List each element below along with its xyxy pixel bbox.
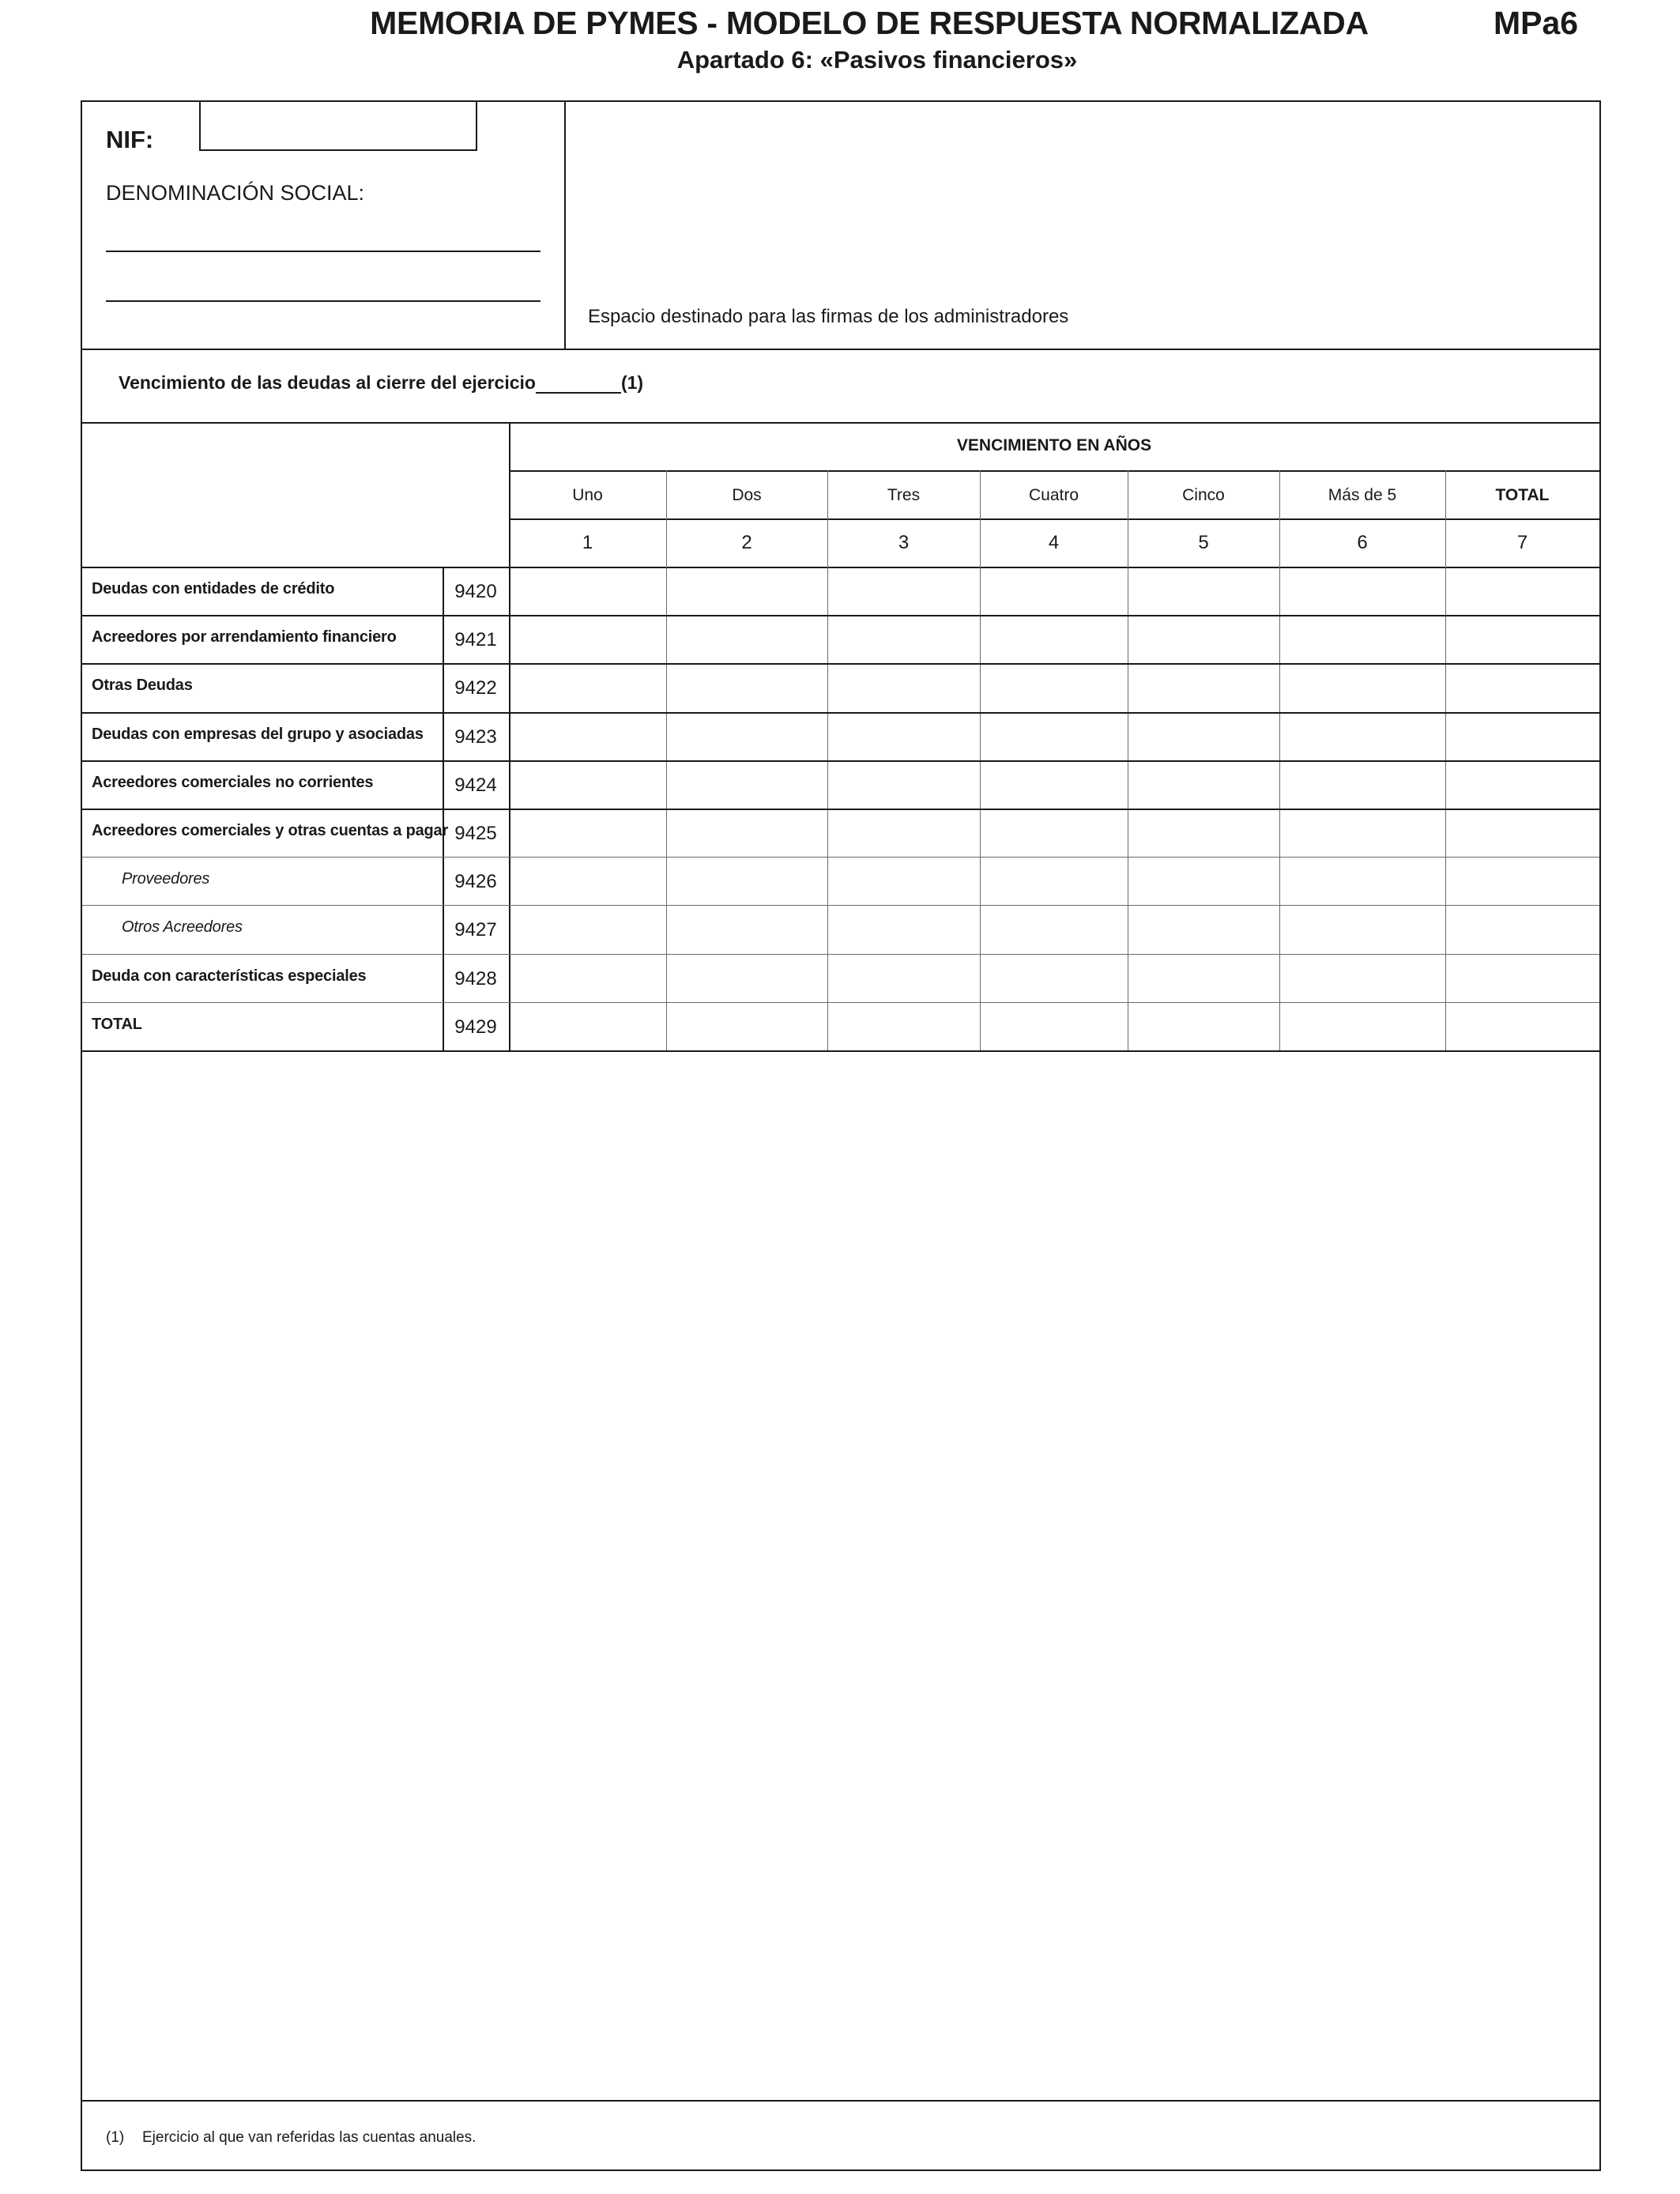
column-header: Uno	[572, 486, 603, 504]
row-code: 9427	[454, 919, 497, 941]
column-number: 2	[741, 532, 752, 553]
table-cell[interactable]	[827, 954, 980, 1002]
row-label: Deudas con empresas del grupo y asociadas	[92, 725, 424, 743]
row-code: 9426	[454, 871, 497, 893]
period-row	[82, 349, 1599, 424]
maturity-group-header: VENCIMIENTO EN AÑOS	[956, 436, 1152, 454]
document-subtitle: Apartado 6: «Pasivos financieros»	[676, 46, 1078, 74]
table-cell[interactable]	[666, 663, 827, 711]
row-label: Otros Acreedores	[122, 918, 243, 937]
table-cell[interactable]	[509, 663, 666, 711]
row-code: 9428	[454, 967, 497, 990]
column-header: Cuatro	[1028, 486, 1079, 504]
table-cell[interactable]	[827, 615, 980, 663]
table-cell[interactable]	[1279, 760, 1445, 809]
column-number: 1	[582, 532, 593, 553]
nif-label: NIF:	[106, 126, 154, 153]
row-code: 9423	[454, 726, 497, 748]
footnote-divider	[82, 2100, 1599, 2102]
table-cell[interactable]	[1279, 1002, 1445, 1050]
signature-area-caption: Espacio destinado para las firmas de los administradores	[588, 306, 1069, 327]
period-year-field[interactable]	[536, 375, 621, 394]
table-cell[interactable]	[1445, 567, 1599, 615]
table-cell[interactable]	[1279, 615, 1445, 663]
row-code: 9429	[454, 1016, 497, 1038]
table-cell[interactable]	[1445, 663, 1599, 711]
table-cell[interactable]	[1128, 857, 1279, 905]
nif-field[interactable]	[199, 102, 477, 151]
row-label: Proveedores	[122, 870, 210, 888]
table-cell[interactable]	[1128, 809, 1279, 857]
header-divider	[509, 518, 1599, 520]
row-code: 9424	[454, 774, 497, 796]
table-cell[interactable]	[1279, 857, 1445, 905]
table-cell[interactable]	[666, 1002, 827, 1050]
table-cell[interactable]	[1128, 1002, 1279, 1050]
column-number: 7	[1516, 532, 1528, 553]
table-cell[interactable]	[666, 905, 827, 953]
table-cell[interactable]	[980, 567, 1128, 615]
table-cell[interactable]	[509, 712, 666, 760]
table-cell[interactable]	[980, 1002, 1128, 1050]
row-code: 9421	[454, 629, 497, 651]
column-header: Cinco	[1182, 486, 1225, 504]
row-code: 9425	[454, 823, 497, 844]
footnote-number: (1)	[106, 2129, 125, 2146]
table-cell[interactable]	[666, 567, 827, 615]
row-label: Otras Deudas	[92, 677, 193, 695]
table-cell[interactable]	[827, 905, 980, 953]
table-cell[interactable]	[1445, 954, 1599, 1002]
table-cell[interactable]	[1279, 809, 1445, 857]
table-cell[interactable]	[509, 954, 666, 1002]
row-code: 9422	[454, 677, 497, 699]
table-cell[interactable]	[980, 954, 1128, 1002]
table-cell[interactable]	[1445, 615, 1599, 663]
table-cell[interactable]	[1279, 954, 1445, 1002]
table-cell[interactable]	[1128, 712, 1279, 760]
period-note-ref: (1)	[620, 372, 644, 393]
footnote-text: Ejercicio al que van referidas las cuentas anuales.	[142, 2129, 477, 2146]
column-header: TOTAL	[1495, 486, 1550, 504]
column-header: Más de 5	[1328, 486, 1397, 504]
table-cell[interactable]	[980, 760, 1128, 809]
denominacion-social-line-2[interactable]	[106, 300, 541, 302]
table-cell[interactable]	[1445, 712, 1599, 760]
table-cell[interactable]	[1445, 809, 1599, 857]
column-number: 5	[1198, 532, 1209, 553]
row-label: Acreedores comerciales no corrientes	[92, 773, 374, 791]
table-cell[interactable]	[1279, 567, 1445, 615]
column-number: 4	[1048, 532, 1060, 553]
period-label-text: Vencimiento de las deudas al cierre del ejercicio	[119, 372, 536, 393]
table-cell[interactable]	[980, 663, 1128, 711]
column-number: 3	[898, 532, 910, 553]
form-frame	[81, 100, 1601, 2171]
table-cell[interactable]	[1445, 905, 1599, 953]
table-cell[interactable]	[509, 905, 666, 953]
period-label	[119, 372, 643, 394]
footnote	[106, 2129, 476, 2147]
table-cell[interactable]	[509, 567, 666, 615]
table-cell[interactable]	[827, 809, 980, 857]
table-cell[interactable]	[666, 760, 827, 809]
table-cell[interactable]	[1128, 905, 1279, 953]
table-cell[interactable]	[980, 712, 1128, 760]
table-cell[interactable]	[509, 809, 666, 857]
denominacion-social-line-1[interactable]	[106, 251, 541, 252]
row-label: Deuda con características especiales	[92, 967, 367, 985]
table-cell[interactable]	[1445, 760, 1599, 809]
row-code: 9420	[454, 581, 497, 602]
identification-block	[82, 102, 566, 349]
table-cell[interactable]	[1128, 663, 1279, 711]
table-cell[interactable]	[980, 905, 1128, 953]
table-cell[interactable]	[1445, 857, 1599, 905]
table-cell[interactable]	[1128, 954, 1279, 1002]
table-cell[interactable]	[509, 760, 666, 809]
table-cell[interactable]	[980, 809, 1128, 857]
row-label: Acreedores comerciales y otras cuentas a pagar	[92, 822, 449, 839]
table-cell[interactable]	[666, 809, 827, 857]
table-cell[interactable]	[1128, 567, 1279, 615]
table-cell[interactable]	[827, 1002, 980, 1050]
table-cell[interactable]	[1128, 760, 1279, 809]
table-cell[interactable]	[1279, 663, 1445, 711]
table-cell[interactable]	[827, 663, 980, 711]
table-cell[interactable]	[827, 712, 980, 760]
table-cell[interactable]	[666, 954, 827, 1002]
column-header: Dos	[732, 486, 762, 504]
column-header: Tres	[887, 486, 921, 504]
denominacion-social-label: DENOMINACIÓN SOCIAL:	[106, 181, 365, 205]
table-cell[interactable]	[980, 615, 1128, 663]
table-cell[interactable]	[509, 615, 666, 663]
row-label: Acreedores por arrendamiento financiero	[92, 628, 397, 647]
form-code: MPa6	[1494, 5, 1579, 41]
document-title: MEMORIA DE PYMES - MODELO DE RESPUESTA NORMALIZADA	[370, 5, 1369, 41]
table-cell[interactable]	[509, 857, 666, 905]
table-bottom-rule	[82, 1050, 1599, 1052]
table-cell[interactable]	[827, 857, 980, 905]
identification-section	[82, 102, 1599, 350]
table-cell[interactable]	[1128, 615, 1279, 663]
row-label: TOTAL	[92, 1015, 142, 1033]
table-cell[interactable]	[666, 712, 827, 760]
table-cell[interactable]	[666, 615, 827, 663]
table-cell[interactable]	[980, 857, 1128, 905]
table-cell[interactable]	[1445, 1002, 1599, 1050]
table-cell[interactable]	[827, 567, 980, 615]
table-cell[interactable]	[509, 1002, 666, 1050]
maturity-table	[82, 422, 1599, 1049]
table-cell[interactable]	[666, 857, 827, 905]
column-number: 6	[1357, 532, 1368, 553]
header-divider	[509, 470, 1599, 472]
table-cell[interactable]	[1279, 712, 1445, 760]
table-cell[interactable]	[827, 760, 980, 809]
row-label: Deudas con entidades de crédito	[92, 580, 335, 598]
table-cell[interactable]	[1279, 905, 1445, 953]
